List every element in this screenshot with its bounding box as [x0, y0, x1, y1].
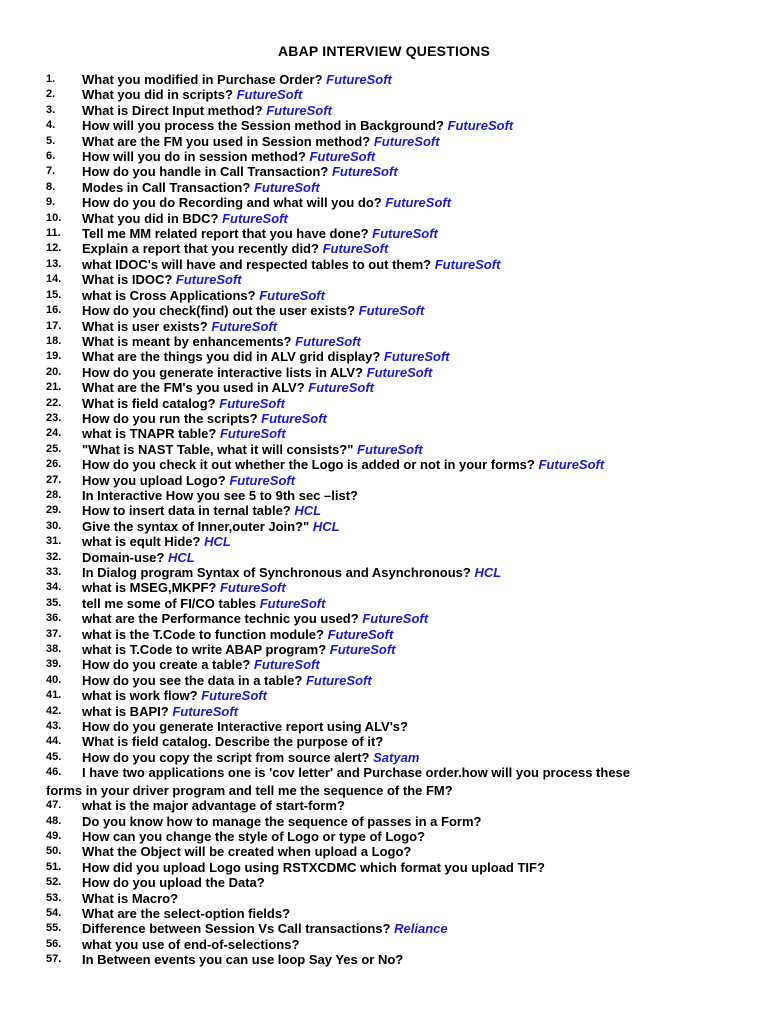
question-number: 32.	[46, 550, 62, 563]
question-text: what is the T.Code to function module?	[82, 626, 324, 642]
question-item	[0, 627, 768, 642]
company-tag: FutureSoft	[358, 303, 425, 319]
question-text: what is BAPI?	[82, 703, 169, 719]
question-item	[0, 844, 768, 859]
question-item	[0, 118, 768, 133]
question-number: 38.	[46, 643, 62, 656]
question-item	[0, 642, 768, 657]
question-text: How do you create a table?	[82, 657, 251, 673]
company-tag: FutureSoft	[329, 642, 396, 658]
question-number: 57.	[46, 953, 62, 966]
question-list	[0, 72, 768, 968]
company-tag: FutureSoft	[219, 426, 286, 442]
question-number: 54.	[46, 906, 62, 919]
company-tag: FutureSoft	[362, 611, 429, 627]
question-number: 5.	[46, 134, 56, 147]
question-item	[0, 704, 768, 719]
question-number: 7.	[46, 165, 56, 178]
question-item	[0, 442, 768, 457]
question-number: 56.	[46, 937, 62, 950]
question-text: I have two applications one is 'cov letter' and Purchase order.how will you process these	[82, 765, 631, 781]
question-item	[0, 426, 768, 441]
question-item	[0, 891, 768, 906]
question-item	[0, 380, 768, 395]
company-tag: FutureSoft	[447, 118, 514, 134]
question-number: 52.	[46, 876, 62, 889]
company-tag: FutureSoft	[322, 241, 389, 257]
question-item	[0, 765, 768, 798]
question-item	[0, 303, 768, 318]
question-number: 26.	[46, 458, 62, 471]
question-number: 9.	[46, 196, 56, 209]
question-item	[0, 952, 768, 967]
question-number: 14.	[46, 273, 62, 286]
company-tag: Satyam	[373, 749, 420, 765]
question-text: What is meant by enhancements?	[82, 333, 292, 349]
question-item	[0, 134, 768, 149]
question-number: 40.	[46, 673, 62, 686]
question-number: 27.	[46, 473, 62, 486]
question-text: Explain a report that you recently did?	[82, 241, 319, 257]
question-item	[0, 488, 768, 503]
question-text: How do you check it out whether the Logo is added or not in your forms?	[82, 457, 535, 473]
question-item	[0, 365, 768, 380]
question-number: 3.	[46, 103, 56, 116]
question-number: 36.	[46, 612, 62, 625]
company-tag: FutureSoft	[175, 272, 242, 288]
question-number: 37.	[46, 627, 62, 640]
question-item	[0, 164, 768, 179]
question-text: What you did in BDC?	[82, 210, 219, 226]
company-tag: FutureSoft	[372, 226, 438, 242]
company-tag: FutureSoft	[538, 457, 605, 473]
question-item	[0, 550, 768, 565]
question-text: How do you copy the script from source alert?	[82, 749, 370, 765]
company-tag: FutureSoft	[305, 672, 372, 688]
question-number: 4.	[46, 119, 56, 132]
question-number: 35.	[46, 596, 62, 609]
question-number: 6.	[46, 150, 56, 163]
question-item	[0, 241, 768, 256]
question-item	[0, 829, 768, 844]
question-item	[0, 798, 768, 813]
question-text: Give the syntax of Inner,outer Join?"	[82, 518, 310, 534]
question-text: What are the things you did in ALV grid display?	[82, 349, 381, 365]
company-tag: FutureSoft	[357, 441, 423, 457]
question-item	[0, 875, 768, 890]
question-number: 55.	[46, 922, 62, 935]
question-item	[0, 814, 768, 829]
question-number: 23.	[46, 411, 62, 424]
question-item	[0, 719, 768, 734]
question-item	[0, 906, 768, 921]
question-number: 12.	[46, 242, 62, 255]
question-number: 24.	[46, 427, 62, 440]
question-number: 19.	[46, 350, 62, 363]
question-item	[0, 457, 768, 472]
question-item	[0, 565, 768, 580]
question-item	[0, 103, 768, 118]
question-number: 13.	[46, 257, 62, 270]
company-tag: FutureSoft	[309, 149, 376, 165]
question-number: 45.	[46, 750, 62, 763]
question-number: 11.	[46, 227, 61, 240]
company-tag: FutureSoft	[219, 395, 285, 411]
question-text: What is Macro?	[82, 890, 179, 906]
question-text: In Between events you can use loop Say Yes or No?	[82, 952, 404, 968]
question-text: what is Cross Applications?	[82, 287, 256, 303]
company-tag: HCL	[204, 534, 231, 550]
question-item	[0, 503, 768, 518]
question-text: Tell me MM related report that you have done?	[82, 226, 369, 242]
question-item	[0, 180, 768, 195]
company-tag: FutureSoft	[366, 364, 433, 380]
question-item	[0, 87, 768, 102]
question-item	[0, 921, 768, 936]
question-text: How to insert data in ternal table?	[82, 503, 291, 519]
document-title: ABAP INTERVIEW QUESTIONS	[278, 43, 490, 59]
question-number: 16.	[46, 304, 62, 317]
question-number: 44.	[46, 735, 62, 748]
question-text: "What is NAST Table, what it will consists?"	[82, 441, 354, 457]
company-tag: HCL	[312, 518, 340, 534]
question-item	[0, 750, 768, 765]
company-tag: FutureSoft	[172, 703, 239, 719]
question-text: What is field catalog?	[82, 395, 216, 411]
company-tag: FutureSoft	[373, 133, 440, 149]
question-number: 42.	[46, 704, 62, 717]
question-text: what is work flow?	[82, 688, 198, 704]
question-text: what are the Performance technic you used?	[82, 611, 359, 627]
question-item	[0, 149, 768, 164]
question-number: 22.	[46, 396, 62, 409]
company-tag: FutureSoft	[326, 72, 392, 87]
question-item	[0, 319, 768, 334]
question-item	[0, 288, 768, 303]
question-item	[0, 673, 768, 688]
company-tag: FutureSoft	[222, 210, 288, 226]
question-number: 34.	[46, 581, 62, 594]
question-number: 29.	[46, 504, 62, 517]
question-text: How do you generate interactive lists in ALV?	[82, 364, 363, 380]
question-text: How do you check(find) out the user exists?	[82, 303, 356, 319]
question-number: 39.	[46, 658, 62, 671]
question-text: What you did in scripts?	[82, 87, 233, 103]
question-number: 51.	[46, 860, 62, 873]
company-tag: FutureSoft	[259, 287, 325, 303]
company-tag: FutureSoft	[383, 349, 450, 365]
company-tag: FutureSoft	[331, 164, 398, 180]
question-text: How will you process the Session method in Background?	[82, 118, 444, 134]
question-number: 17.	[46, 319, 62, 332]
question-text: what is eqult Hide?	[82, 534, 201, 550]
question-text: What are the FM you used in Session method?	[82, 133, 371, 149]
question-item	[0, 519, 768, 534]
company-tag: FutureSoft	[308, 380, 375, 396]
company-tag: FutureSoft	[266, 102, 332, 118]
question-item	[0, 688, 768, 703]
question-text: what you use of end-of-selections?	[82, 936, 300, 952]
question-text: What are the FM's you used in ALV?	[82, 380, 305, 396]
question-item	[0, 72, 768, 87]
question-item	[0, 211, 768, 226]
question-item	[0, 411, 768, 426]
question-text: What is Direct Input method?	[82, 102, 263, 118]
question-text: How do you generate Interactive report using ALV's?	[82, 719, 408, 735]
question-text: How do you handle in Call Transaction?	[82, 164, 329, 180]
question-text: How do you upload the Data?	[82, 875, 265, 891]
company-tag: HCL	[474, 565, 502, 580]
question-text: what is TNAPR table?	[82, 426, 217, 442]
question-number: 8.	[46, 180, 56, 193]
question-item	[0, 349, 768, 364]
company-tag: FutureSoft	[211, 318, 278, 334]
company-tag: FutureSoft	[327, 626, 394, 642]
question-item	[0, 195, 768, 210]
question-text: What are the select-option fields?	[82, 905, 291, 921]
question-item	[0, 657, 768, 672]
question-number: 31.	[46, 535, 62, 548]
company-tag: HCL	[294, 503, 322, 519]
question-item	[0, 534, 768, 549]
company-tag: FutureSoft	[201, 688, 267, 704]
question-text: How you upload Logo?	[82, 472, 226, 488]
question-item	[0, 226, 768, 241]
question-text: How do you see the data in a table?	[82, 672, 303, 688]
question-text: what is T.Code to write ABAP program?	[82, 642, 327, 658]
question-number: 1.	[46, 73, 56, 85]
question-text: What you modified in Purchase Order?	[82, 72, 323, 87]
question-number: 28.	[46, 488, 62, 501]
company-tag: HCL	[167, 549, 195, 565]
question-text: How do you run the scripts?	[82, 410, 258, 426]
company-tag: FutureSoft	[219, 580, 286, 596]
question-item	[0, 734, 768, 749]
question-text: what is the major advantage of start-form?	[82, 798, 345, 814]
question-text: How did you upload Logo using RSTXCDMC which format you upload TIF?	[82, 859, 545, 875]
company-tag: FutureSoft	[261, 410, 327, 426]
question-number: 15.	[46, 288, 62, 301]
question-text: In Dialog program Syntax of Synchronous and Asynchronous?	[82, 565, 471, 580]
question-text: Domain-use?	[82, 549, 165, 565]
question-number: 33.	[46, 566, 62, 578]
question-item	[0, 580, 768, 595]
question-number: 18.	[46, 334, 62, 347]
question-item	[0, 396, 768, 411]
company-tag: FutureSoft	[236, 87, 303, 103]
question-continuation: forms in your driver program and tell me the sequence of the FM?	[46, 782, 453, 798]
question-text: How can you change the style of Logo or type of Logo?	[82, 828, 426, 844]
question-text: What is user exists?	[82, 318, 208, 334]
question-number: 41.	[46, 689, 62, 702]
question-number: 50.	[46, 845, 62, 858]
question-text: In Interactive How you see 5 to 9th sec –list?	[82, 487, 358, 503]
company-tag: FutureSoft	[229, 472, 296, 488]
question-number: 21.	[46, 381, 62, 394]
question-text: what is MSEG,MKPF?	[82, 580, 217, 596]
question-text: tell me some of FI/CO tables	[82, 595, 257, 611]
company-tag: FutureSoft	[385, 195, 452, 211]
company-tag: FutureSoft	[259, 595, 326, 611]
question-item	[0, 860, 768, 875]
question-text: What is field catalog. Describe the purpose of it?	[82, 734, 384, 750]
question-number: 48.	[46, 814, 62, 827]
company-tag: FutureSoft	[253, 179, 320, 195]
question-text: How do you do Recording and what will you do?	[82, 195, 382, 211]
question-item	[0, 257, 768, 272]
question-item	[0, 611, 768, 626]
question-text: How will you do in session method?	[82, 149, 306, 165]
company-tag: FutureSoft	[253, 657, 320, 673]
question-number: 47.	[46, 799, 62, 812]
question-number: 49.	[46, 829, 62, 842]
company-tag: FutureSoft	[434, 256, 501, 272]
company-tag: Reliance	[394, 921, 448, 937]
question-text: what IDOC's will have and respected tables to out them?	[82, 256, 432, 272]
question-text: Do you know how to manage the sequence of passes in a Form?	[82, 813, 482, 829]
question-text: Modes in Call Transaction?	[82, 179, 251, 195]
question-number: 25.	[46, 442, 62, 455]
question-number: 43.	[46, 720, 62, 733]
question-text: What is IDOC?	[82, 272, 173, 288]
question-item	[0, 334, 768, 349]
question-text: Difference between Session Vs Call transactions?	[82, 921, 391, 937]
question-text: What the Object will be created when upload a Logo?	[82, 844, 412, 860]
question-number: 46.	[46, 766, 62, 779]
company-tag: FutureSoft	[295, 333, 361, 349]
question-number: 20.	[46, 365, 62, 378]
question-item	[0, 473, 768, 488]
question-number: 2.	[46, 88, 56, 101]
question-number: 10.	[46, 211, 62, 224]
question-number: 30.	[46, 519, 62, 532]
question-number: 53.	[46, 891, 62, 904]
question-item	[0, 937, 768, 952]
question-item	[0, 272, 768, 287]
question-item	[0, 596, 768, 611]
